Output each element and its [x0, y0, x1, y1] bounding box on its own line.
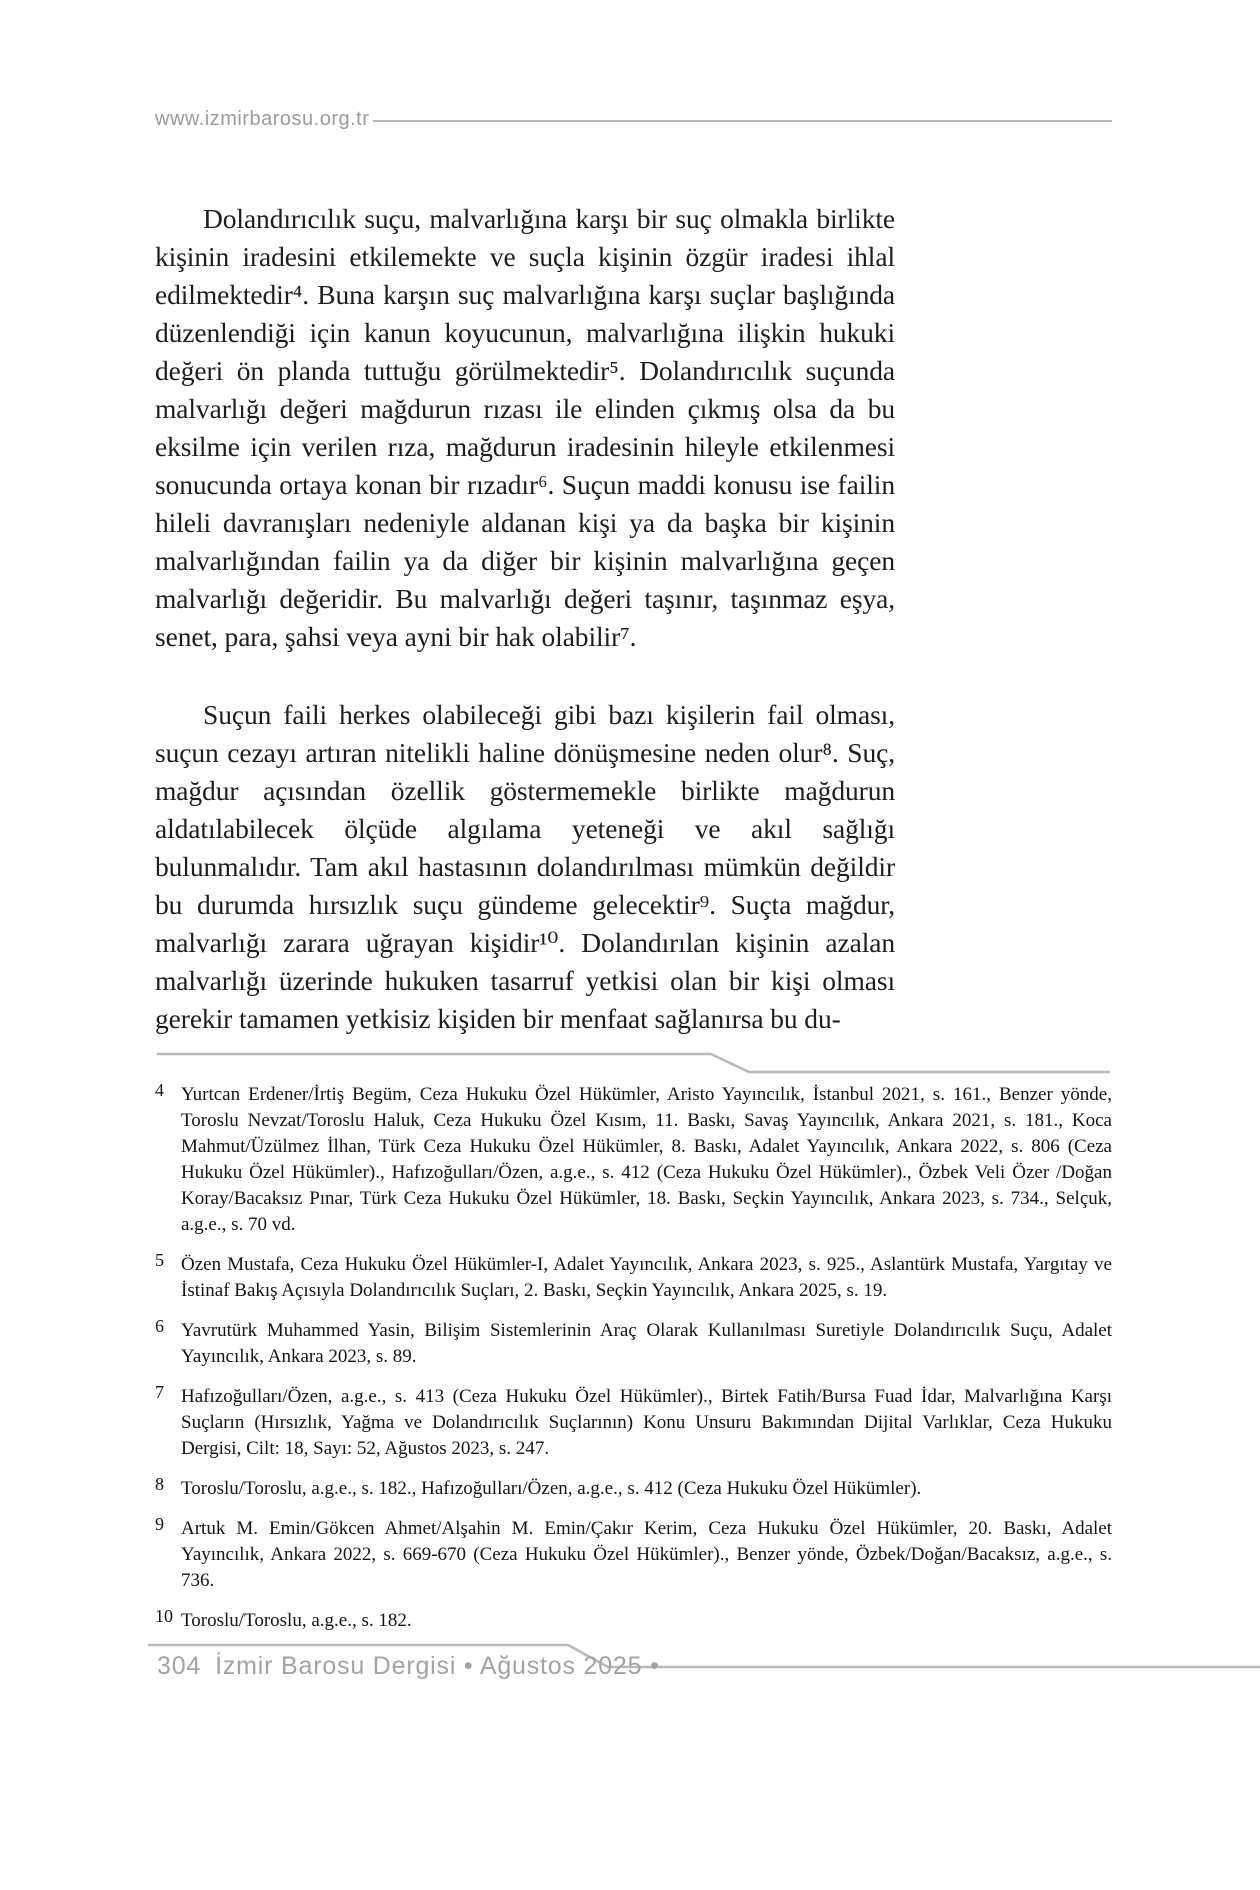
paragraph: Dolandırıcılık suçu, malvarlığına karşı bir suç olmakla birlikte kişinin iradesini etkilemekte ve suçla kişinin özgür iradesi ihlal edilmektedir⁴. Buna karşın suç malvarlığına karşı suçlar başlığında düzenlendiği için kanun koyucunun, malvarlığına ilişkin hukuki değeri ön planda tuttuğu görülmektedir⁵. Dolandırıcılık suçunda malvarlığı değeri mağdurun rızası ile elinden çıkmış olsa da bu eksilme için verilen rıza, mağdurun iradesinin hileyle etkilenmesi sonucunda ortaya konan bir rızadır⁶. Suçun maddi konusu ise failin hileli davranışları nedeniyle aldanan kişi ya da başka bir kişinin malvarlığından failin ya da diğer bir kişinin malvarlığına geçen malvarlığı değeridir. Bu malvarlığı değeri taşınır, taşınmaz eşya, senet, para, şahsi veya ayni bir hak olabilir⁷.	[155, 203, 895, 652]
footnote-text: Toroslu/Toroslu, a.g.e., s. 182.	[181, 1610, 412, 1631]
header-url: www.izmirbarosu.org.tr	[155, 108, 370, 130]
footnote-number: 9	[155, 1514, 164, 1534]
footnote	[155, 1476, 1112, 1502]
page-number: 304	[157, 1652, 202, 1680]
footnote	[155, 1516, 1112, 1594]
footnote	[155, 1318, 1112, 1370]
page-footer	[157, 1652, 660, 1681]
footnote	[155, 1082, 1112, 1238]
footnote-number: 7	[155, 1382, 164, 1402]
footnote-separator-line	[155, 1050, 1112, 1076]
footnote-text: Yavrutürk Muhammed Yasin, Bilişim Sistemlerinin Araç Olarak Kullanılması Suretiyle Dolandırıcılık Suçu, Adalet Yayıncılık, Ankara 2023, s. 89.	[181, 1320, 1112, 1367]
footnote-number: 4	[155, 1080, 164, 1100]
article-body	[155, 200, 895, 1038]
footer-journal-title: İzmir Barosu Dergisi • Ağustos 2025 •	[215, 1652, 660, 1680]
footnote-text: Artuk M. Emin/Gökcen Ahmet/Alşahin M. Emin/Çakır Kerim, Ceza Hukuku Özel Hükümler, 20. Baskı, Adalet Yayıncılık, Ankara 2022, s. 669-670 (Ceza Hukuku Özel Hükümler)., Benzer yönde, Özbek/Doğan/Bacaksız, a.g.e., s. 736.	[181, 1518, 1112, 1591]
footnote-text: Toroslu/Toroslu, a.g.e., s. 182., Hafızoğulları/Özen, a.g.e., s. 412 (Ceza Hukuku Özel Hükümler).	[181, 1478, 922, 1499]
footnote-text: Yurtcan Erdener/İrtiş Begüm, Ceza Hukuku Özel Hükümler, Aristo Yayıncılık, İstanbul 2021, s. 161., Benzer yönde, Toroslu Nevzat/Toroslu Haluk, Ceza Hukuku Özel Kısım, 11. Baskı, Savaş Yayıncılık, Ankara 2021, s. 181., Koca Mahmut/Üzülmez İlhan, Türk Ceza Hukuku Özel Hükümler, 8. Baskı, Adalet Yayıncılık, Ankara 2022, s. 806 (Ceza Hukuku Özel Hükümler)., Hafızoğulları/Özen, a.g.e., s. 412 (Ceza Hukuku Özel Hükümler)., Özbek Veli Özer /Doğan Koray/Bacaksız Pınar, Türk Ceza Hukuku Özel Hükümler, 18. Baskı, Seçkin Yayıncılık, Ankara 2023, s. 734., Selçuk, a.g.e., s. 70 vd.	[181, 1084, 1112, 1235]
footnote-text: Hafızoğulları/Özen, a.g.e., s. 413 (Ceza Hukuku Özel Hükümler)., Birtek Fatih/Bursa Fuad İdar, Malvarlığına Karşı Suçların (Hırsızlık, Yağma ve Dolandırıcılık Suçlarının) Konu Unsuru Bakımından Dijital Varlıklar, Ceza Hukuku Dergisi, Cilt: 18, Sayı: 52, Ağustos 2023, s. 247.	[181, 1386, 1112, 1459]
header-rule	[373, 120, 1112, 122]
footnote-number: 10	[155, 1606, 173, 1626]
footnote	[155, 1252, 1112, 1304]
paragraph: Suçun faili herkes olabileceği gibi bazı kişilerin fail olması, suçun cezayı artıran nitelikli haline dönüşmesine neden olur⁸. Suç, mağdur açısından özellik göstermemekle birlikte mağdurun aldatılabilecek ölçüde algılama yeteneği ve akıl sağlığı bulunmalıdır. Tam akıl hastasının dolandırılması mümkün değildir bu durumda hırsızlık suçu gündeme gelecektir⁹. Suçta mağdur, malvarlığı zarara uğrayan kişidir¹⁰. Dolandırılan kişinin azalan malvarlığı üzerinde hukuken tasarruf yetkisi olan bir kişi olması gerekir tamamen yetkisiz kişiden bir menfaat sağlanırsa bu du-	[155, 699, 895, 1034]
page-header	[155, 108, 1112, 131]
footnote-number: 8	[155, 1474, 164, 1494]
footnote-number: 5	[155, 1250, 164, 1270]
footnote-number: 6	[155, 1316, 164, 1336]
footnote-text: Özen Mustafa, Ceza Hukuku Özel Hükümler-I, Adalet Yayıncılık, Ankara 2023, s. 925., Aslantürk Mustafa, Yargıtay ve İstinaf Bakış Açısıyla Dolandırıcılık Suçları, 2. Baskı, Seçkin Yayıncılık, Ankara 2025, s. 19.	[181, 1254, 1112, 1301]
footnote	[155, 1608, 1112, 1634]
footnotes-block	[155, 1082, 1112, 1648]
footnote	[155, 1384, 1112, 1462]
